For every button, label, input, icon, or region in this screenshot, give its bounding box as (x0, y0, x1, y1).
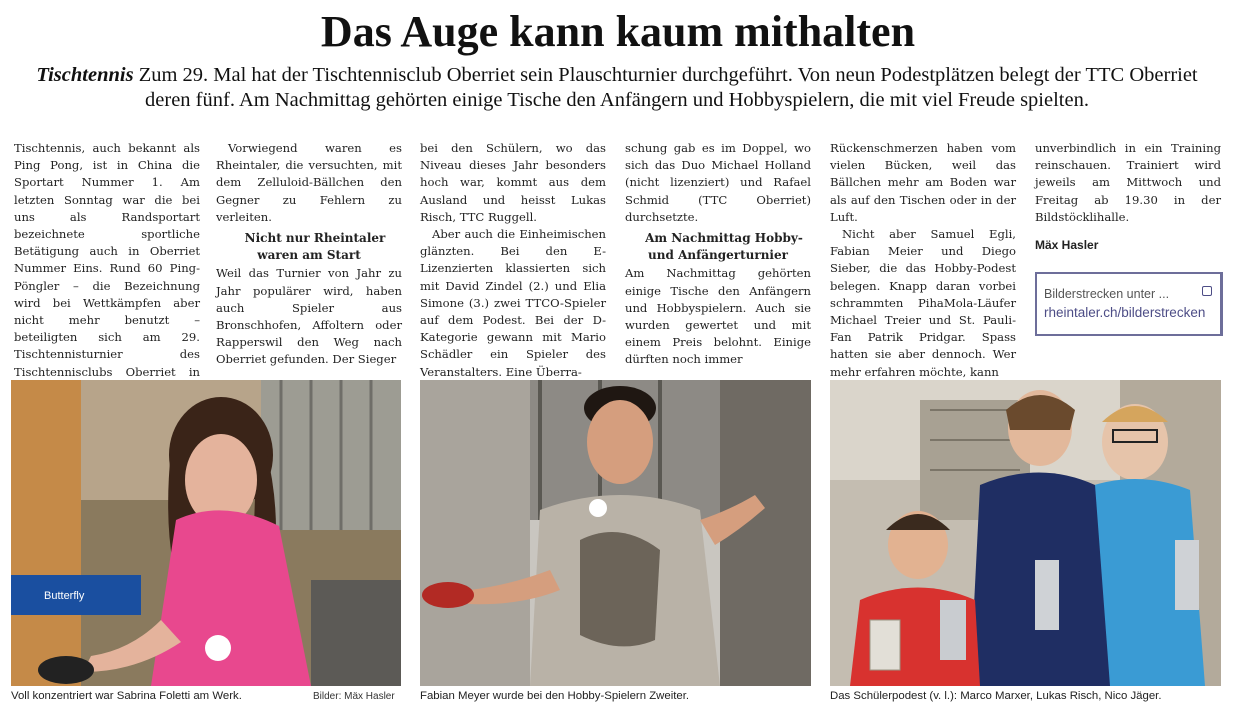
article-column-2 (216, 140, 402, 369)
photo-fabian-meyer (420, 380, 811, 686)
paragraph: Tischtennis, auch bekannt als Ping Pong, ist in China die Sportart Nummer 1. Am letzten Sonntag war die bei uns als Randsportart bezeichnete sportliche Betätigung auch in Oberriet Nummer Eins. Rund 60 Ping-Pöngler – die Bezeichnung wird bei Wettkämpfen aber nicht mehr benutzt – beteiligten sich am 29. Tischtennisturnier des Tischtennisclubs Oberriet in (14, 141, 200, 379)
photo-caption: Fabian Meyer wurde bei den Hobby-Spielern Zweiter. (420, 690, 690, 702)
paragraph: Vorwiegend waren es Rheintaler, die versuchten, mit dem Zelluloid-Bällchen den Gegner zu Fehlern zu verleiten. (216, 141, 402, 224)
article-column-5 (830, 140, 1016, 381)
photo-schuelerpodest (830, 380, 1221, 686)
paragraph: schung gab es im Doppel, wo sich das Duo Michael Holland (nicht lizenziert) und Rafael Schmid (TTC Oberriet) durchsetzte. (625, 141, 811, 224)
author-byline: Mäx Hasler (1035, 238, 1099, 253)
paragraph: Am Nachmittag gehörten einige Tische den Anfängern und Hobbyspielern. Auch sie wurden gewertet und mit einem Preis belohnt. Einige dürften noch immer (625, 266, 811, 367)
article-column-3 (420, 140, 606, 381)
lead-text: Zum 29. Mal hat der Tischtennisclub Oberriet sein Plauschturnier durchgeführt. Von neun Podestplätzen belegt der TTC Oberriet deren fünf. Am Nachmittag gehörten einige Tische den Anfängern und Hobbyspielern, die mit viel Freude spielten. (138, 64, 1198, 111)
article-column-6 (1035, 140, 1221, 254)
paragraph: Aber auch die Einheimischen glänzten. Bei den E-Lizenzierten klassierten sich mit David Zindel (2.) und Elia Simone (3.) zwei TTCO-Spieler auf dem Podest. Bei der D-Kategorie gewann mit Mario Schädler ein Spieler des Veranstalters. Eine Überra- (420, 227, 606, 379)
photo-caption: Das Schülerpodest (v. l.): Marco Marxer, Lukas Risch, Nico Jäger. (830, 690, 1162, 702)
photo-sabrina-foletti (11, 380, 401, 686)
headline: Das Auge kann kaum mithalten (320, 7, 916, 56)
paragraph: Rückenschmerzen haben vom vielen Bücken, weil das Bällchen mehr am Boden war als auf den Tischen oder in der Luft. (830, 141, 1016, 224)
gallery-link-box[interactable] (1035, 272, 1223, 336)
subheading: Am Nachmittag Hobby- und Anfängerturnier (645, 231, 803, 263)
subheading: Nicht nur Rheintaler waren am Start (244, 231, 386, 263)
paragraph: unverbindlich in ein Training reinschauen. Trainiert wird jeweils am Mittwoch und Freitag ab 19.30 in der Bildstöcklihalle. (1035, 141, 1221, 224)
photo-credit: Bilder: Mäx Hasler (313, 691, 395, 702)
photo-caption: Voll konzentriert war Sabrina Foletti am Werk. (11, 690, 242, 702)
gallery-link[interactable]: rheintaler.ch/bilderstrecken (1044, 305, 1206, 320)
article-column-1 (14, 140, 200, 398)
paragraph: bei den Schülern, wo das Niveau dieses Jahr besonders hoch war, kommt aus dem Ausland und heisst Lukas Risch, TTC Ruggell. (420, 141, 606, 224)
lead-paragraph (14, 63, 1220, 113)
gallery-intro-text: Bilderstrecken unter ... (1044, 287, 1170, 301)
paragraph: Nicht aber Samuel Egli, Fabian Meier und Diego Sieber, die das Hobby-Podest belegen. Knapp daran vorbei schrammten PihaMola-Läufer Michael Treier und St. Pauli-Fan Patrik Pridgar. Spass hatten sie aber dennoch. Wer mehr erfahren möchte, kann (830, 227, 1016, 379)
external-link-icon (1202, 286, 1212, 296)
lead-kicker: Tischtennis (36, 64, 134, 86)
paragraph: Weil das Turnier von Jahr zu Jahr populärer wird, haben auch Spieler aus Bronschhofen, Affoltern oder Rapperswil den Weg nach Oberriet gefunden. Der Sieger (216, 266, 402, 367)
article-column-4 (625, 140, 811, 369)
banner-text: Butterfly (44, 590, 85, 602)
